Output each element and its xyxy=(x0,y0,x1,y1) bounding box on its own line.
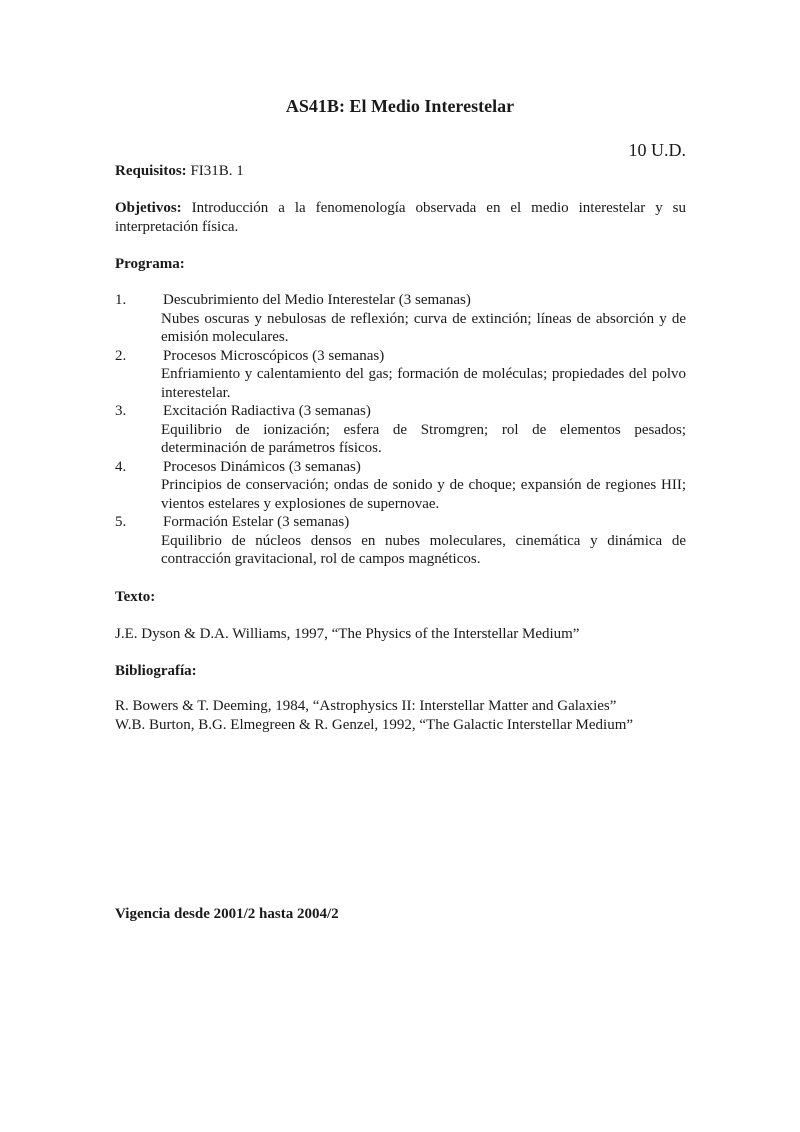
item-title: Procesos Microscópicos (3 semanas) xyxy=(163,347,385,364)
requisitos-value: FI31B. 1 xyxy=(190,163,244,179)
item-number: 4. xyxy=(115,458,127,475)
item-description: Enfriamiento y calentamiento del gas; formación de moléculas; propiedades del polvo interestelar. xyxy=(161,366,686,401)
texto-heading: Texto: xyxy=(115,589,156,605)
bibliography-reference: R. Bowers & T. Deeming, 1984, “Astrophysics II: Interstellar Matter and Galaxies” xyxy=(115,698,617,714)
item-title: Procesos Dinámicos (3 semanas) xyxy=(163,458,361,475)
bibliografia-heading: Bibliografía: xyxy=(115,663,197,679)
objetivos-paragraph xyxy=(115,199,686,236)
item-title: Excitación Radiactiva (3 semanas) xyxy=(163,403,371,419)
programa-item xyxy=(115,291,686,347)
item-description: Equilibrio de ionización; esfera de Stromgren; rol de elementos pesados; determinación de parámetros físicos. xyxy=(161,421,686,456)
bibliography-reference: W.B. Burton, B.G. Elmegreen & R. Genzel, 1992, “The Galactic Interstellar Medium” xyxy=(115,716,634,733)
document-title: AS41B: El Medio Interestelar xyxy=(285,96,515,116)
item-title: Formación Estelar (3 semanas) xyxy=(163,514,350,530)
objetivos-value: Introducción a la fenomenología observada en el medio interestelar y su interpretación física. xyxy=(115,200,686,235)
course-units: 10 U.D. xyxy=(628,140,686,160)
requisitos-line xyxy=(115,162,686,181)
programa-item xyxy=(115,402,686,458)
objetivos-label: Objetivos: xyxy=(115,200,182,216)
vigencia-line: Vigencia desde 2001/2 hasta 2004/2 xyxy=(115,906,339,922)
programa-item xyxy=(115,458,686,514)
item-number: 1. xyxy=(115,292,127,308)
programa-list xyxy=(115,291,686,569)
programa-item xyxy=(115,347,686,403)
item-description: Nubes oscuras y nebulosas de reflexión; curva de extinción; líneas de absorción y de emisión moleculares. xyxy=(161,310,686,345)
texto-reference: J.E. Dyson & D.A. Williams, 1997, “The Physics of the Interstellar Medium” xyxy=(115,626,580,642)
item-number: 5. xyxy=(115,514,127,530)
programa-item xyxy=(115,513,686,569)
item-description: Principios de conservación; ondas de sonido y de choque; expansión de regiones HII; vientos estelares y explosiones de supernovae. xyxy=(161,477,686,512)
item-description: Equilibrio de núcleos densos en nubes moleculares, cinemática y dinámica de contracción gravitacional, rol de campos magnéticos. xyxy=(161,532,686,567)
requisitos-label: Requisitos: xyxy=(115,163,187,179)
programa-heading: Programa: xyxy=(115,256,185,272)
item-number: 3. xyxy=(115,403,127,419)
item-number: 2. xyxy=(115,347,127,364)
bibliografia-list xyxy=(115,697,686,734)
item-title: Descubrimiento del Medio Interestelar (3 semanas) xyxy=(163,292,471,308)
